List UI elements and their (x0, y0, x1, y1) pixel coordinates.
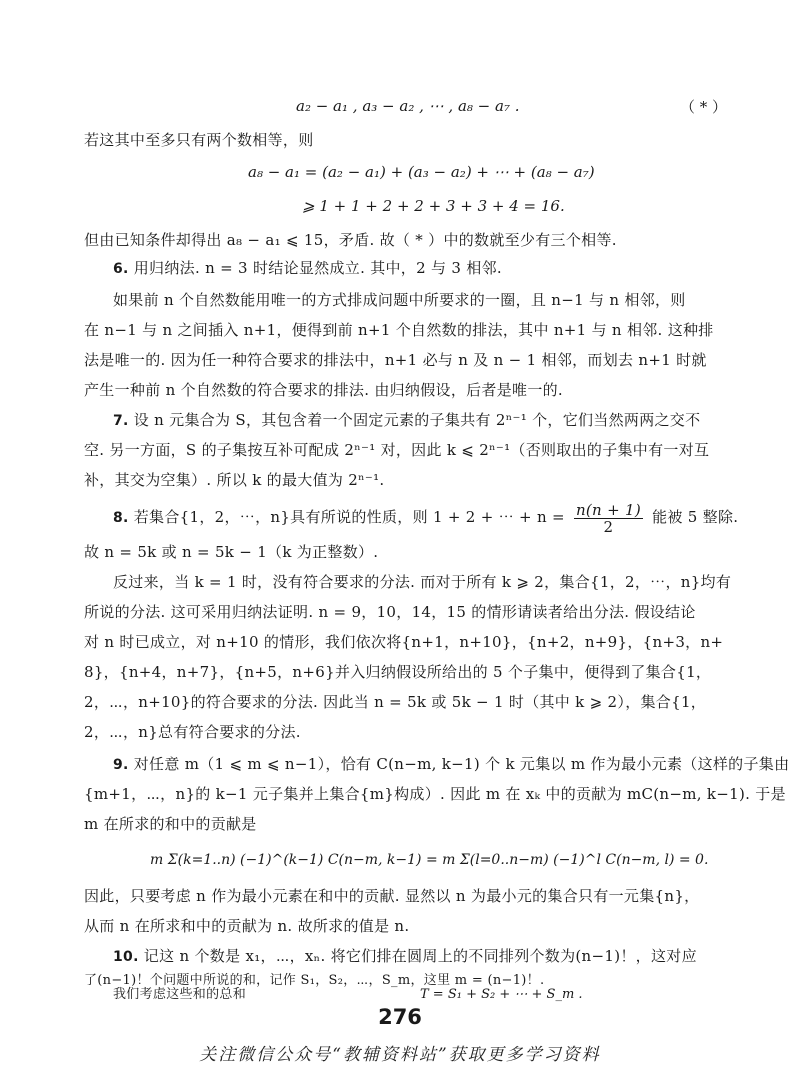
paragraph-line: m 在所求的和中的贡献是 (84, 815, 257, 833)
problem-number: 9. (113, 757, 129, 773)
paragraph-line: 补，其交为空集）. 所以 k 的最大值为 2ⁿ⁻¹. (84, 471, 385, 489)
paragraph-line: 对 n 时已成立，对 n+10 的情形，我们依次将{n+1，n+10}，{n+2，n+9}，{n+3，n+ (84, 633, 724, 651)
paragraph-line: 产生一种前 n 个自然数的符合要求的排法. 由归纳假设，后者是唯一的. (84, 381, 564, 399)
sum-equation-line1: a₈ − a₁ = (a₂ − a₁) + (a₃ − a₂) + ⋯ + (a₈ − a₇) (248, 163, 595, 181)
fraction-denominator: 2 (603, 517, 614, 536)
paragraph-line: 所说的分法. 这可采用归纳法证明. n = 9，10，14，15 的情形请读者给出分法. 假设结论 (84, 603, 696, 621)
problem-6-line (113, 258, 753, 279)
problem-9-line (113, 754, 790, 775)
page-number: 276 (378, 1005, 422, 1029)
paragraph-text: 若集合{1，2，⋯，n}具有所说的性质，则 1 + 2 + ⋯ + n = (133, 508, 565, 526)
paragraph-line: {m+1，⋯，n}的 k−1 元子集并上集合{m}构成）. 因此 m 在 xₖ 中的贡献为 mC(n−m, k−1). 于是 (84, 785, 786, 803)
problem-number: 10. (113, 949, 139, 965)
fraction-numerator: n(n + 1) (575, 500, 642, 519)
paragraph-line: 若这其中至多只有两个数相等，则 (84, 131, 314, 149)
paragraph-line: 因此，只要考虑 n 作为最小元素在和中的贡献. 显然以 n 为最小元的集合只有一元集{n}， (84, 887, 700, 905)
problem-number: 8. (113, 510, 129, 526)
paragraph-line: 但由已知条件却得出 a₈ − a₁ ⩽ 15，矛盾. 故（ * ）中的数就至少有三个相等. (84, 231, 617, 249)
footer-watermark: 关注微信公众号“教辅资料站”获取更多学习资料 (199, 1045, 601, 1065)
paragraph-line: 我们考虑这些和的总和 (113, 987, 247, 1002)
paragraph-line: 了(n−1)！个问题中所说的和，记作 S₁，S₂，⋯，S_m，这里 m = (n−1)！. (84, 973, 545, 988)
paragraph-line: 在 n−1 与 n 之间插入 n+1，便得到前 n+1 个自然数的排法，其中 n+1 与 n 相邻. 这种排 (84, 321, 714, 339)
paragraph-text: 能被 5 整除. (652, 508, 739, 526)
paragraph-line: 如果前 n 个自然数能用唯一的方式排成问题中所要求的一圈，且 n−1 与 n 相邻，则 (113, 291, 686, 309)
paragraph-text: 对任意 m（1 ⩽ m ⩽ n−1），恰有 C(n−m, k−1) 个 k 元集以 m 作为最小元素（这样的子集由 (133, 755, 790, 773)
problem-10-line (113, 946, 753, 967)
paragraph-line: 故 n = 5k 或 n = 5k − 1（k 为正整数）. (84, 543, 379, 561)
fraction (574, 502, 643, 535)
problem-number: 6. (113, 261, 129, 277)
paragraph-line: 2，⋯，n+10}的符合要求的分法. 因此当 n = 5k 或 5k − 1 时（其中 k ⩾ 2），集合{1， (84, 693, 707, 711)
paragraph-line: 空. 另一方面，S 的子集按互补可配成 2ⁿ⁻¹ 对，因此 k ⩽ 2ⁿ⁻¹（否则取出的子集中有一对互 (84, 441, 710, 459)
total-equation: T = S₁ + S₂ + ⋯ + S_m . (420, 987, 583, 1002)
paragraph-text: 记这 n 个数是 x₁，⋯，xₙ. 将它们排在圆周上的不同排列个数为(n−1)！，这对应 (143, 947, 697, 965)
sum-equation-line2: ⩾ 1 + 1 + 2 + 2 + 3 + 3 + 4 = 16. (302, 197, 565, 215)
paragraph-line: 法是唯一的. 因为任一种符合要求的排法中，n+1 必与 n 及 n − 1 相邻，而划去 n+1 时就 (84, 351, 707, 369)
paragraph-line: 从而 n 在所求和中的贡献为 n. 故所求的值是 n. (84, 917, 410, 935)
paragraph-line: 反过来，当 k = 1 时，没有符合要求的分法. 而对于所有 k ⩾ 2，集合{1，2，⋯，n}均有 (113, 573, 732, 591)
paragraph-line: 8}，{n+4，n+7}，{n+5，n+6}并入归纳假设所给出的 5 个子集中，便得到了集合{1， (84, 663, 712, 681)
paragraph-text: 用归纳法. n = 3 时结论显然成立. 其中，2 与 3 相邻. (133, 259, 502, 277)
paragraph-text: 设 n 元集合为 S，其包含着一个固定元素的子集共有 2ⁿ⁻¹ 个，它们当然两两之交不 (133, 411, 701, 429)
problem-7-line (113, 410, 753, 431)
difference-sequence: a₂ − a₁ , a₃ − a₂ , ⋯ , a₈ − a₇ . (296, 97, 520, 115)
problem-8-line (113, 500, 753, 535)
paragraph-line: 2，⋯，n}总有符合要求的分法. (84, 723, 301, 741)
equation-tag: （ * ） (680, 98, 728, 116)
problem-number: 7. (113, 413, 129, 429)
series-equation: m Σ(k=1..n) (−1)^(k−1) C(n−m, k−1) = m Σ(l=0..n−m) (−1)^l C(n−m, l) = 0. (150, 852, 709, 868)
